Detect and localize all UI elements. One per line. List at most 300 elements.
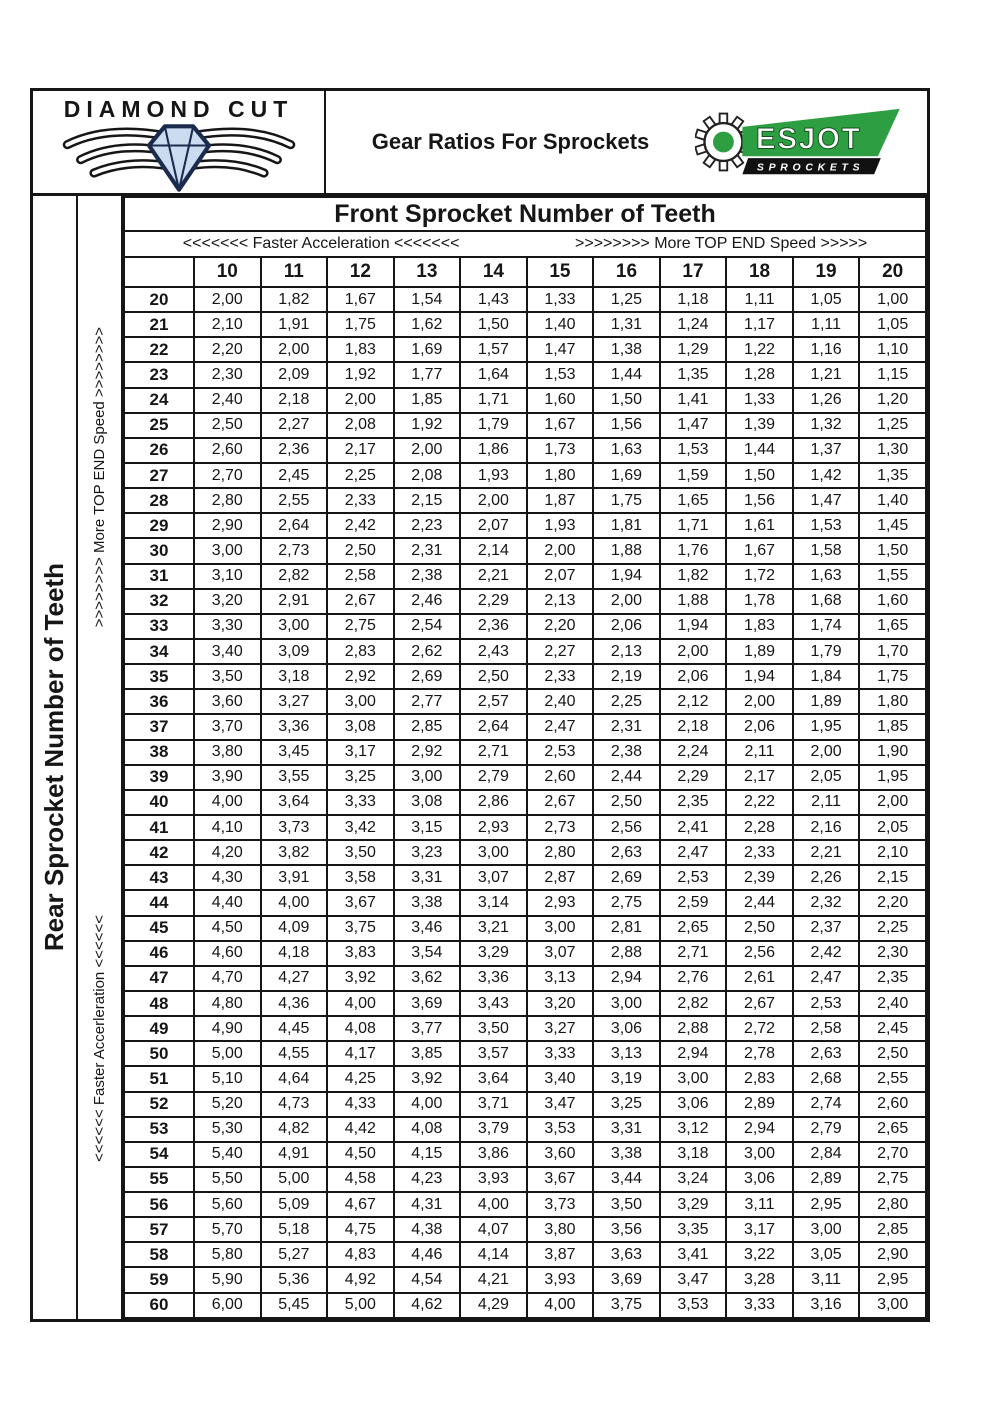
ratio-cell: 2,89 — [726, 1092, 793, 1117]
ratio-cell: 2,21 — [793, 840, 860, 865]
ratio-cell: 4,00 — [327, 991, 394, 1016]
table-area — [33, 196, 927, 1319]
rear-teeth-value: 53 — [124, 1117, 194, 1142]
ratio-cell: 3,16 — [793, 1293, 860, 1318]
ratio-cell: 3,17 — [327, 740, 394, 765]
ratio-cell: 3,40 — [194, 639, 261, 664]
ratio-cell: 3,55 — [261, 765, 328, 790]
table-row — [124, 790, 926, 815]
ratio-cell: 3,22 — [726, 1242, 793, 1267]
ratio-cell: 1,65 — [859, 614, 926, 639]
ratio-cell: 4,20 — [194, 840, 261, 865]
front-teeth-header: 16 — [593, 257, 660, 287]
table-row — [124, 488, 926, 513]
rear-teeth-value: 34 — [124, 639, 194, 664]
ratio-cell: 2,00 — [859, 790, 926, 815]
rear-teeth-value: 57 — [124, 1217, 194, 1242]
ratio-cell: 1,89 — [726, 639, 793, 664]
ratio-cell: 5,90 — [194, 1267, 261, 1292]
rear-teeth-value: 20 — [124, 287, 194, 312]
ratio-cell: 1,35 — [859, 463, 926, 488]
ratio-cell: 2,63 — [593, 840, 660, 865]
ratio-cell: 4,00 — [194, 790, 261, 815]
ratio-cell: 1,30 — [859, 438, 926, 463]
table-row — [124, 312, 926, 337]
ratio-rows — [124, 287, 926, 1318]
table-row — [124, 388, 926, 413]
rear-teeth-value: 29 — [124, 513, 194, 538]
ratio-cell: 3,18 — [660, 1142, 727, 1167]
table-row — [124, 916, 926, 941]
ratio-cell: 3,91 — [261, 865, 328, 890]
ratio-cell: 3,53 — [527, 1117, 594, 1142]
header — [33, 91, 927, 196]
ratio-cell: 1,18 — [660, 287, 727, 312]
table-row — [124, 513, 926, 538]
ratio-cell: 5,27 — [261, 1242, 328, 1267]
ratio-cell: 1,31 — [593, 312, 660, 337]
ratio-cell: 4,18 — [261, 941, 328, 966]
ratio-cell: 1,63 — [593, 438, 660, 463]
ratio-cell: 2,83 — [726, 1066, 793, 1091]
ratio-cell: 2,67 — [726, 991, 793, 1016]
ratio-cell: 2,40 — [194, 388, 261, 413]
ratio-cell: 2,00 — [726, 689, 793, 714]
rear-teeth-value: 48 — [124, 991, 194, 1016]
ratio-cell: 2,47 — [527, 714, 594, 739]
ratio-cell: 2,71 — [660, 941, 727, 966]
ratio-cell: 4,82 — [261, 1117, 328, 1142]
table-row — [124, 1217, 926, 1242]
ratio-cell: 2,75 — [593, 890, 660, 915]
ratio-cell: 4,40 — [194, 890, 261, 915]
ratio-cell: 4,64 — [261, 1066, 328, 1091]
ratio-cell: 2,11 — [793, 790, 860, 815]
ratio-cell: 2,46 — [394, 589, 461, 614]
rear-teeth-value: 56 — [124, 1192, 194, 1217]
rear-teeth-value: 25 — [124, 413, 194, 438]
ratio-cell: 2,94 — [726, 1117, 793, 1142]
ratio-cell: 4,17 — [327, 1041, 394, 1066]
ratio-cell: 3,75 — [593, 1293, 660, 1318]
ratio-cell: 1,94 — [593, 564, 660, 589]
ratio-cell: 3,10 — [194, 564, 261, 589]
ratio-cell: 3,93 — [527, 1267, 594, 1292]
ratio-cell: 1,53 — [660, 438, 727, 463]
table-row — [124, 815, 926, 840]
ratio-cell: 5,80 — [194, 1242, 261, 1267]
ratio-cell: 4,07 — [460, 1217, 527, 1242]
ratio-cell: 2,58 — [793, 1016, 860, 1041]
ratio-cell: 3,00 — [726, 1142, 793, 1167]
ratio-cell: 1,60 — [859, 589, 926, 614]
ratio-cell: 1,67 — [327, 287, 394, 312]
rear-teeth-value: 45 — [124, 916, 194, 941]
ratio-cell: 3,09 — [261, 639, 328, 664]
ratio-cell: 3,92 — [327, 966, 394, 991]
ratio-cell: 3,33 — [527, 1041, 594, 1066]
table-row — [124, 1016, 926, 1041]
ratio-cell: 1,42 — [793, 463, 860, 488]
ratio-cell: 3,69 — [593, 1267, 660, 1292]
ratio-cell: 2,08 — [327, 413, 394, 438]
ratio-cell: 1,80 — [527, 463, 594, 488]
ratio-cell: 3,87 — [527, 1242, 594, 1267]
ratio-cell: 4,62 — [394, 1293, 461, 1318]
ratio-cell: 2,80 — [194, 488, 261, 513]
ratio-cell: 3,18 — [261, 664, 328, 689]
ratio-cell: 2,85 — [859, 1217, 926, 1242]
ratio-cell: 4,70 — [194, 966, 261, 991]
ratio-cell: 2,36 — [261, 438, 328, 463]
ratio-cell: 2,31 — [593, 714, 660, 739]
ratio-cell: 2,73 — [261, 538, 328, 563]
ratio-cell: 3,41 — [660, 1242, 727, 1267]
title-cell — [326, 91, 927, 193]
ratio-cell: 2,13 — [527, 589, 594, 614]
ratio-cell: 4,46 — [394, 1242, 461, 1267]
ratio-cell: 3,00 — [793, 1217, 860, 1242]
ratio-cell: 2,57 — [460, 689, 527, 714]
ratio-cell: 3,13 — [593, 1041, 660, 1066]
ratio-cell: 3,80 — [527, 1217, 594, 1242]
ratio-cell: 2,50 — [859, 1041, 926, 1066]
ratio-cell: 2,25 — [593, 689, 660, 714]
table-row — [124, 538, 926, 563]
top-end-speed-note: >>>>>>>> More TOP END Speed >>>>> — [575, 235, 868, 252]
ratio-cell: 4,15 — [394, 1142, 461, 1167]
ratio-cell: 1,00 — [859, 287, 926, 312]
ratio-cell: 2,61 — [726, 966, 793, 991]
ratio-cell: 3,30 — [194, 614, 261, 639]
ratio-cell: 3,38 — [394, 890, 461, 915]
table-row — [124, 413, 926, 438]
ratio-cell: 2,55 — [261, 488, 328, 513]
vertical-speed-note-cell — [78, 196, 121, 758]
ratio-cell: 1,44 — [593, 362, 660, 387]
front-teeth-header: 20 — [859, 257, 926, 287]
ratio-cell: 3,45 — [261, 740, 328, 765]
ratio-cell: 4,80 — [194, 991, 261, 1016]
table-row — [124, 1066, 926, 1091]
ratio-cell: 4,33 — [327, 1092, 394, 1117]
vertical-faster-note-cell — [78, 758, 121, 1320]
ratio-cell: 1,26 — [793, 388, 860, 413]
ratio-cell: 3,86 — [460, 1142, 527, 1167]
table-row — [124, 941, 926, 966]
ratio-cell: 2,38 — [593, 740, 660, 765]
table-row — [124, 865, 926, 890]
ratio-cell: 1,71 — [460, 388, 527, 413]
ratio-cell: 1,32 — [793, 413, 860, 438]
table-row — [124, 337, 926, 362]
ratio-cell: 3,50 — [327, 840, 394, 865]
ratio-cell: 2,83 — [327, 639, 394, 664]
ratio-cell: 2,08 — [394, 463, 461, 488]
ratio-cell: 3,42 — [327, 815, 394, 840]
ratio-cell: 2,31 — [394, 538, 461, 563]
ratio-cell: 1,10 — [859, 337, 926, 362]
table-row — [124, 1167, 926, 1192]
ratio-cell: 3,62 — [394, 966, 461, 991]
ratio-cell: 2,50 — [593, 790, 660, 815]
ratio-cell: 3,08 — [327, 714, 394, 739]
ratio-cell: 4,45 — [261, 1016, 328, 1041]
ratio-cell: 2,65 — [859, 1117, 926, 1142]
page-title: Gear Ratios For Sprockets — [371, 129, 650, 154]
ratio-cell: 2,73 — [527, 815, 594, 840]
ratio-cell: 3,00 — [859, 1293, 926, 1318]
ratio-cell: 2,88 — [593, 941, 660, 966]
ratio-cell: 1,75 — [593, 488, 660, 513]
rear-teeth-value: 38 — [124, 740, 194, 765]
ratio-cell: 1,67 — [726, 538, 793, 563]
ratio-cell: 2,63 — [793, 1041, 860, 1066]
ratio-cell: 2,44 — [593, 765, 660, 790]
ratio-cell: 3,08 — [394, 790, 461, 815]
rear-teeth-value: 55 — [124, 1167, 194, 1192]
ratio-cell: 3,00 — [394, 765, 461, 790]
ratio-cell: 2,74 — [793, 1092, 860, 1117]
ratio-cell: 2,05 — [859, 815, 926, 840]
ratio-cell: 2,15 — [859, 865, 926, 890]
ratio-cell: 2,00 — [527, 538, 594, 563]
ratio-cell: 2,64 — [460, 714, 527, 739]
table-row — [124, 1041, 926, 1066]
table-row — [124, 840, 926, 865]
rear-teeth-value: 31 — [124, 564, 194, 589]
ratio-cell: 1,37 — [793, 438, 860, 463]
ratio-cell: 2,60 — [527, 765, 594, 790]
ratio-cell: 1,05 — [859, 312, 926, 337]
ratio-cell: 2,43 — [460, 639, 527, 664]
ratio-cell: 3,67 — [527, 1167, 594, 1192]
ratio-cell: 1,47 — [527, 337, 594, 362]
ratio-cell: 3,77 — [394, 1016, 461, 1041]
ratio-cell: 3,60 — [194, 689, 261, 714]
ratio-cell: 2,35 — [660, 790, 727, 815]
ratio-cell: 2,06 — [593, 614, 660, 639]
ratio-cell: 3,46 — [394, 916, 461, 941]
ratio-cell: 3,06 — [726, 1167, 793, 1192]
ratio-cell: 1,45 — [859, 513, 926, 538]
ratio-cell: 2,38 — [394, 564, 461, 589]
table-row — [124, 1117, 926, 1142]
ratio-cell: 4,25 — [327, 1066, 394, 1091]
ratio-cell: 4,92 — [327, 1267, 394, 1292]
rear-teeth-value: 33 — [124, 614, 194, 639]
ratio-cell: 2,37 — [793, 916, 860, 941]
rear-teeth-value: 40 — [124, 790, 194, 815]
vertical-faster-note: <<<<<< Faster Accerleration <<<<<< — [91, 914, 108, 1162]
ratio-cell: 1,54 — [394, 287, 461, 312]
ratio-cell: 2,11 — [726, 740, 793, 765]
ratio-cell: 2,33 — [726, 840, 793, 865]
ratio-cell: 3,64 — [261, 790, 328, 815]
gear-ratio-table — [123, 196, 927, 1319]
ratio-cell: 3,00 — [593, 991, 660, 1016]
ratio-cell: 4,10 — [194, 815, 261, 840]
ratio-cell: 3,50 — [460, 1016, 527, 1041]
ratio-cell: 2,40 — [859, 991, 926, 1016]
ratio-cell: 2,62 — [394, 639, 461, 664]
rear-teeth-value: 32 — [124, 589, 194, 614]
ratio-cell: 3,00 — [194, 538, 261, 563]
rear-teeth-value: 59 — [124, 1267, 194, 1292]
ratio-cell: 2,60 — [859, 1092, 926, 1117]
table-row — [124, 991, 926, 1016]
ratio-cell: 2,53 — [793, 991, 860, 1016]
ratio-cell: 3,64 — [460, 1066, 527, 1091]
ratio-cell: 2,81 — [593, 916, 660, 941]
ratio-cell: 2,76 — [660, 966, 727, 991]
ratio-cell: 3,29 — [660, 1192, 727, 1217]
ratio-cell: 3,93 — [460, 1167, 527, 1192]
ratio-cell: 2,77 — [394, 689, 461, 714]
ratio-cell: 3,83 — [327, 941, 394, 966]
rear-teeth-value: 58 — [124, 1242, 194, 1267]
front-teeth-header: 14 — [460, 257, 527, 287]
ratio-cell: 2,79 — [460, 765, 527, 790]
ratio-cell: 1,65 — [660, 488, 727, 513]
ratio-cell: 1,92 — [394, 413, 461, 438]
ratio-cell: 2,20 — [527, 614, 594, 639]
ratio-cell: 4,14 — [460, 1242, 527, 1267]
ratio-cell: 5,70 — [194, 1217, 261, 1242]
table-row — [124, 1142, 926, 1167]
ratio-cell: 1,40 — [859, 488, 926, 513]
ratio-cell: 5,30 — [194, 1117, 261, 1142]
front-teeth-header: 12 — [327, 257, 394, 287]
ratio-cell: 1,39 — [726, 413, 793, 438]
ratio-cell: 1,35 — [660, 362, 727, 387]
ratio-cell: 1,69 — [593, 463, 660, 488]
ratio-cell: 3,31 — [593, 1117, 660, 1142]
rear-teeth-value: 37 — [124, 714, 194, 739]
table-row — [124, 966, 926, 991]
ratio-cell: 2,47 — [793, 966, 860, 991]
ratio-cell: 3,90 — [194, 765, 261, 790]
ratio-cell: 5,00 — [261, 1167, 328, 1192]
ratio-cell: 2,53 — [527, 740, 594, 765]
ratio-cell: 1,85 — [859, 714, 926, 739]
ratio-cell: 2,00 — [793, 740, 860, 765]
ratio-cell: 1,71 — [660, 513, 727, 538]
ratio-cell: 3,40 — [527, 1066, 594, 1091]
ratio-cell: 2,00 — [194, 287, 261, 312]
table-row — [124, 1242, 926, 1267]
ratio-cell: 1,22 — [726, 337, 793, 362]
ratio-cell: 2,27 — [527, 639, 594, 664]
ratio-cell: 1,68 — [793, 589, 860, 614]
ratio-cell: 6,00 — [194, 1293, 261, 1318]
ratio-cell: 2,58 — [327, 564, 394, 589]
ratio-cell: 2,26 — [793, 865, 860, 890]
ratio-cell: 4,50 — [327, 1142, 394, 1167]
ratio-cell: 3,56 — [593, 1217, 660, 1242]
ratio-cell: 2,91 — [261, 589, 328, 614]
ratio-cell: 2,69 — [394, 664, 461, 689]
ratio-cell: 1,91 — [261, 312, 328, 337]
ratio-cell: 2,50 — [460, 664, 527, 689]
ratio-cell: 2,47 — [660, 840, 727, 865]
ratio-cell: 2,88 — [660, 1016, 727, 1041]
ratio-cell: 2,72 — [726, 1016, 793, 1041]
ratio-cell: 2,75 — [327, 614, 394, 639]
ratio-cell: 5,10 — [194, 1066, 261, 1091]
ratio-cell: 1,43 — [460, 287, 527, 312]
ratio-cell: 2,94 — [660, 1041, 727, 1066]
ratio-cell: 2,10 — [859, 840, 926, 865]
ratio-cell: 2,29 — [660, 765, 727, 790]
rear-teeth-value: 49 — [124, 1016, 194, 1041]
ratio-cell: 1,25 — [593, 287, 660, 312]
ratio-cell: 2,09 — [261, 362, 328, 387]
ratio-cell: 3,29 — [460, 941, 527, 966]
rear-teeth-value: 43 — [124, 865, 194, 890]
ratio-cell: 3,15 — [394, 815, 461, 840]
ratio-table-wrap — [123, 196, 927, 1319]
ratio-cell: 5,60 — [194, 1192, 261, 1217]
ratio-cell: 1,62 — [394, 312, 461, 337]
ratio-cell: 2,29 — [460, 589, 527, 614]
ratio-cell: 2,50 — [194, 413, 261, 438]
ratio-cell: 2,30 — [194, 362, 261, 387]
rear-teeth-value: 51 — [124, 1066, 194, 1091]
ratio-cell: 2,12 — [660, 689, 727, 714]
vertical-speed-note: >>>>>>>> More TOP END Speed >>>>>>>> — [91, 326, 108, 627]
ratio-cell: 4,00 — [261, 890, 328, 915]
table-row — [124, 463, 926, 488]
table-row — [124, 765, 926, 790]
ratio-cell: 2,19 — [593, 664, 660, 689]
ratio-cell: 4,90 — [194, 1016, 261, 1041]
ratio-cell: 3,00 — [660, 1066, 727, 1091]
ratio-cell: 1,47 — [660, 413, 727, 438]
ratio-cell: 3,71 — [460, 1092, 527, 1117]
ratio-cell: 2,27 — [261, 413, 328, 438]
ratio-cell: 2,00 — [460, 488, 527, 513]
ratio-cell: 2,67 — [327, 589, 394, 614]
ratio-cell: 1,85 — [394, 388, 461, 413]
ratio-cell: 2,39 — [726, 865, 793, 890]
ratio-cell: 4,67 — [327, 1192, 394, 1217]
brand-name: DIAMOND CUT — [63, 96, 294, 122]
ratio-cell: 1,88 — [660, 589, 727, 614]
ratio-cell: 3,17 — [726, 1217, 793, 1242]
ratio-cell: 2,40 — [527, 689, 594, 714]
ratio-cell: 5,20 — [194, 1092, 261, 1117]
ratio-cell: 4,08 — [394, 1117, 461, 1142]
ratio-cell: 2,50 — [726, 916, 793, 941]
ratio-cell: 1,50 — [726, 463, 793, 488]
ratio-cell: 5,45 — [261, 1293, 328, 1318]
ratio-cell: 2,69 — [593, 865, 660, 890]
ratio-cell: 3,50 — [593, 1192, 660, 1217]
ratio-cell: 1,59 — [660, 463, 727, 488]
rear-teeth-value: 22 — [124, 337, 194, 362]
ratio-cell: 2,21 — [460, 564, 527, 589]
ratio-cell: 2,80 — [859, 1192, 926, 1217]
ratio-cell: 3,00 — [460, 840, 527, 865]
esjot-logo — [695, 102, 913, 182]
ratio-cell: 2,55 — [859, 1066, 926, 1091]
ratio-cell: 1,93 — [460, 463, 527, 488]
ratio-cell: 2,85 — [394, 714, 461, 739]
ratio-cell: 1,58 — [793, 538, 860, 563]
ratio-cell: 2,17 — [327, 438, 394, 463]
rear-teeth-value: 42 — [124, 840, 194, 865]
